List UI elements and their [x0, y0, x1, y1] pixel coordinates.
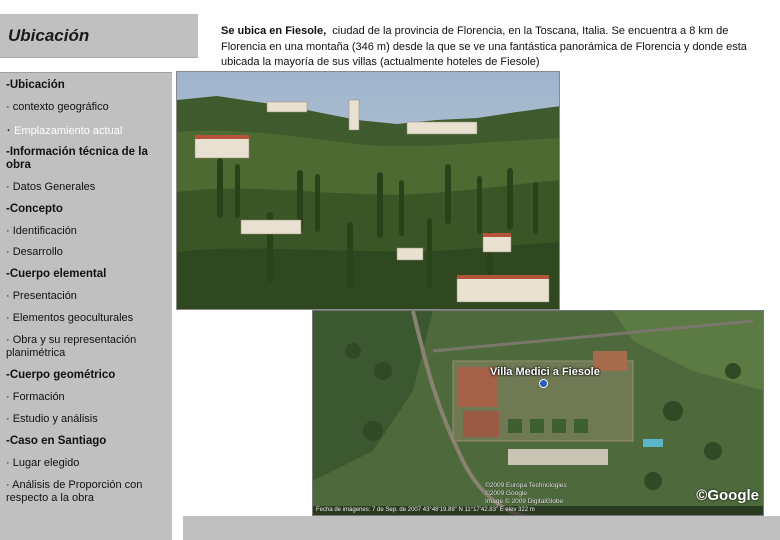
nav-item-estudio-analisis[interactable]: · Estudio y análisis: [6, 413, 98, 425]
fiesole-hillside-photo: [176, 71, 560, 310]
map-pin-icon: [539, 379, 548, 388]
nav-section-concepto[interactable]: -Concepto: [6, 203, 63, 215]
nav-item-analisis-proporcion[interactable]: · Análisis de Proporción con respecto a la obra: [6, 479, 143, 504]
map-status-bar: Fecha de imágenes: 7 de Sep. de 2007 43°48'19.89" N 11°17'42.83" E elev 322 m: [313, 506, 763, 515]
nav-section-informacion-tecnica[interactable]: -Información técnica de la obra: [6, 146, 148, 171]
nav-item-obra-representacion[interactable]: · Obra y su representación planimétrica: [6, 334, 137, 359]
nav-section-cuerpo-elemental[interactable]: -Cuerpo elemental: [6, 268, 107, 280]
description-body: ciudad de la provincia de Florencia, en la Toscana, Italia. Se encuentra a 8 km de Florencia en una montaña (346 m) desde la que se ve una fantástica panorámica de Florencia y donde esta ubicada la mayoría de sus villas (actualmente hoteles de Fiesole): [221, 25, 747, 68]
imagery-credits: [485, 482, 567, 506]
nav-section-ubicacion[interactable]: -Ubicación: [6, 79, 65, 91]
nav-section-caso-santiago[interactable]: -Caso en Santiago: [6, 435, 107, 447]
nav-item-presentacion[interactable]: · Presentación: [6, 290, 77, 302]
bullet-icon: ·: [6, 121, 11, 138]
credit-line: Image © 2009 DigitalGlobe: [485, 498, 564, 505]
sidebar-nav: [0, 72, 172, 540]
credit-line: ©2009 Google: [485, 490, 528, 497]
nav-item-desarrollo[interactable]: · Desarrollo: [6, 246, 63, 258]
description-text: [221, 24, 761, 71]
nav-item-identificacion[interactable]: · Identificación: [6, 225, 77, 237]
nav-section-cuerpo-geometrico[interactable]: -Cuerpo geométrico: [6, 369, 116, 381]
nav-item-contexto-geografico[interactable]: · contexto geográfico: [6, 101, 109, 113]
nav-item-formacion[interactable]: · Formación: [6, 391, 65, 403]
credit-line: ©2009 Europa Technologies: [485, 482, 567, 489]
nav-item-datos-generales[interactable]: · Datos Generales: [6, 181, 96, 193]
title-bar: [0, 14, 198, 58]
nav-item-label: Emplazamiento actual: [14, 125, 123, 137]
nav-item-elementos-geoculturales[interactable]: · Elementos geoculturales: [6, 312, 134, 324]
nav-item-emplazamiento-actual[interactable]: [6, 123, 168, 138]
page-title: Ubicación: [8, 25, 90, 45]
footer-bar: [183, 516, 780, 540]
villa-medici-label: Villa Medici a Fiesole: [490, 366, 600, 378]
description-lead: Se ubica en Fiesole,: [221, 25, 327, 37]
aerial-satellite-image: [312, 310, 764, 516]
google-logo: ©Google: [696, 487, 759, 504]
nav-item-lugar-elegido[interactable]: · Lugar elegido: [6, 457, 80, 469]
